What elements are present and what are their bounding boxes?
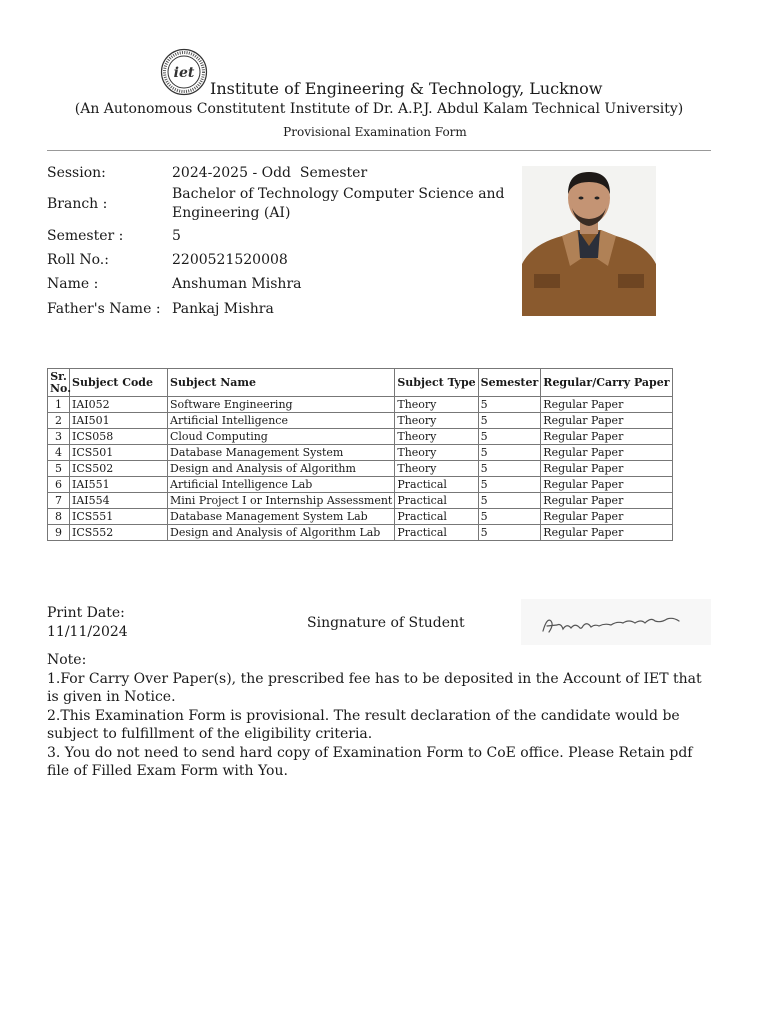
table-row (48, 509, 673, 525)
cell-sr: 7 (48, 493, 70, 509)
cell-semester: 5 (478, 477, 541, 493)
col-subject-code: Subject Code (70, 369, 168, 397)
cell-sr: 9 (48, 525, 70, 541)
cell-paper: Regular Paper (541, 413, 672, 429)
table-row (48, 477, 673, 493)
table-row (48, 445, 673, 461)
cell-name: Design and Analysis of Algorithm (168, 461, 395, 477)
cell-code: ICS551 (70, 509, 168, 525)
cell-code: IAI554 (70, 493, 168, 509)
cell-sr: 2 (48, 413, 70, 429)
cell-name: Database Management System Lab (168, 509, 395, 525)
cell-sr: 6 (48, 477, 70, 493)
branch-label: Branch : (47, 196, 108, 212)
cell-type: Practical (395, 493, 478, 509)
cell-paper: Regular Paper (541, 445, 672, 461)
cell-code: ICS502 (70, 461, 168, 477)
cell-paper: Regular Paper (541, 509, 672, 525)
cell-type: Theory (395, 445, 478, 461)
cell-code: IAI501 (70, 413, 168, 429)
name-label: Name : (47, 276, 99, 292)
branch-value: Bachelor of Technology Computer Science and Engineering (AI) (172, 186, 505, 221)
cell-type: Practical (395, 525, 478, 541)
cell-semester: 5 (478, 509, 541, 525)
table-row (48, 429, 673, 445)
cell-code: ICS552 (70, 525, 168, 541)
roll-label: Roll No.: (47, 252, 109, 268)
cell-paper: Regular Paper (541, 461, 672, 477)
session-value: 2024-2025 - Odd Semester (172, 165, 368, 181)
iet-logo-icon (160, 48, 208, 96)
table-row (48, 413, 673, 429)
cell-type: Theory (395, 461, 478, 477)
cell-code: ICS058 (70, 429, 168, 445)
father-name-label: Father's Name : (47, 301, 161, 317)
name-value: Anshuman Mishra (172, 276, 302, 292)
note-item: 1.For Carry Over Paper(s), the prescribed fee has to be deposited in the Account of IET that is given in Notice. (47, 670, 702, 705)
semester-value: 5 (172, 228, 181, 244)
subjects-table (47, 368, 673, 541)
session-label: Session: (47, 165, 106, 181)
cell-semester: 5 (478, 429, 541, 445)
cell-name: Artificial Intelligence (168, 413, 395, 429)
col-subject-name: Subject Name (168, 369, 395, 397)
cell-code: IAI052 (70, 397, 168, 413)
form-title: Provisional Examination Form (283, 125, 467, 139)
cell-type: Theory (395, 397, 478, 413)
cell-name: Software Engineering (168, 397, 395, 413)
cell-sr: 4 (48, 445, 70, 461)
notes-title: Note: (47, 652, 87, 668)
col-sr-no (48, 369, 70, 397)
cell-sr: 8 (48, 509, 70, 525)
print-date-label: Print Date: (47, 605, 125, 621)
cell-semester: 5 (478, 413, 541, 429)
notes-section (47, 651, 717, 781)
cell-name: Design and Analysis of Algorithm Lab (168, 525, 395, 541)
col-subject-type: Subject Type (395, 369, 478, 397)
cell-name: Artificial Intelligence Lab (168, 477, 395, 493)
note-item: 2.This Examination Form is provisional. The result declaration of the candidate would be subject to fulfillment of the eligibility criteria. (47, 707, 680, 742)
cell-type: Theory (395, 429, 478, 445)
cell-name: Database Management System (168, 445, 395, 461)
table-row (48, 397, 673, 413)
cell-semester: 5 (478, 397, 541, 413)
cell-paper: Regular Paper (541, 493, 672, 509)
header-divider (47, 150, 711, 151)
cell-paper: Regular Paper (541, 525, 672, 541)
cell-semester: 5 (478, 445, 541, 461)
cell-semester: 5 (478, 493, 541, 509)
student-photo (522, 166, 656, 316)
cell-code: ICS501 (70, 445, 168, 461)
col-paper-type: Regular/Carry Paper (541, 369, 672, 397)
cell-sr: 1 (48, 397, 70, 413)
cell-sr: 5 (48, 461, 70, 477)
cell-semester: 5 (478, 461, 541, 477)
father-name-value: Pankaj Mishra (172, 301, 274, 317)
table-row (48, 525, 673, 541)
cell-paper: Regular Paper (541, 429, 672, 445)
note-item: 3. You do not need to send hard copy of Examination Form to CoE office. Please Retain pdf file of Filled Exam Form with You. (47, 744, 693, 779)
col-semester: Semester (478, 369, 541, 397)
student-signature (521, 599, 711, 645)
institute-name: Institute of Engineering & Technology, Lucknow (210, 79, 603, 98)
table-row (48, 493, 673, 509)
cell-type: Practical (395, 509, 478, 525)
cell-type: Theory (395, 413, 478, 429)
svg-text:iet: iet (173, 65, 195, 81)
cell-name: Mini Project I or Internship Assessment (168, 493, 395, 509)
cell-name: Cloud Computing (168, 429, 395, 445)
cell-code: IAI551 (70, 477, 168, 493)
cell-paper: Regular Paper (541, 397, 672, 413)
table-row (48, 461, 673, 477)
cell-semester: 5 (478, 525, 541, 541)
signature-label: Singnature of Student (307, 615, 465, 631)
cell-paper: Regular Paper (541, 477, 672, 493)
institute-subtitle: (An Autonomous Constitutent Institute of Dr. A.P.J. Abdul Kalam Technical University) (74, 101, 684, 117)
semester-label: Semester : (47, 228, 124, 244)
cell-sr: 3 (48, 429, 70, 445)
table-header-row (48, 369, 673, 397)
cell-type: Practical (395, 477, 478, 493)
roll-value: 2200521520008 (172, 252, 288, 268)
form-header (0, 0, 768, 150)
print-date-value: 11/11/2024 (47, 624, 128, 640)
col-sr-no-label: Sr. No. (50, 369, 72, 395)
